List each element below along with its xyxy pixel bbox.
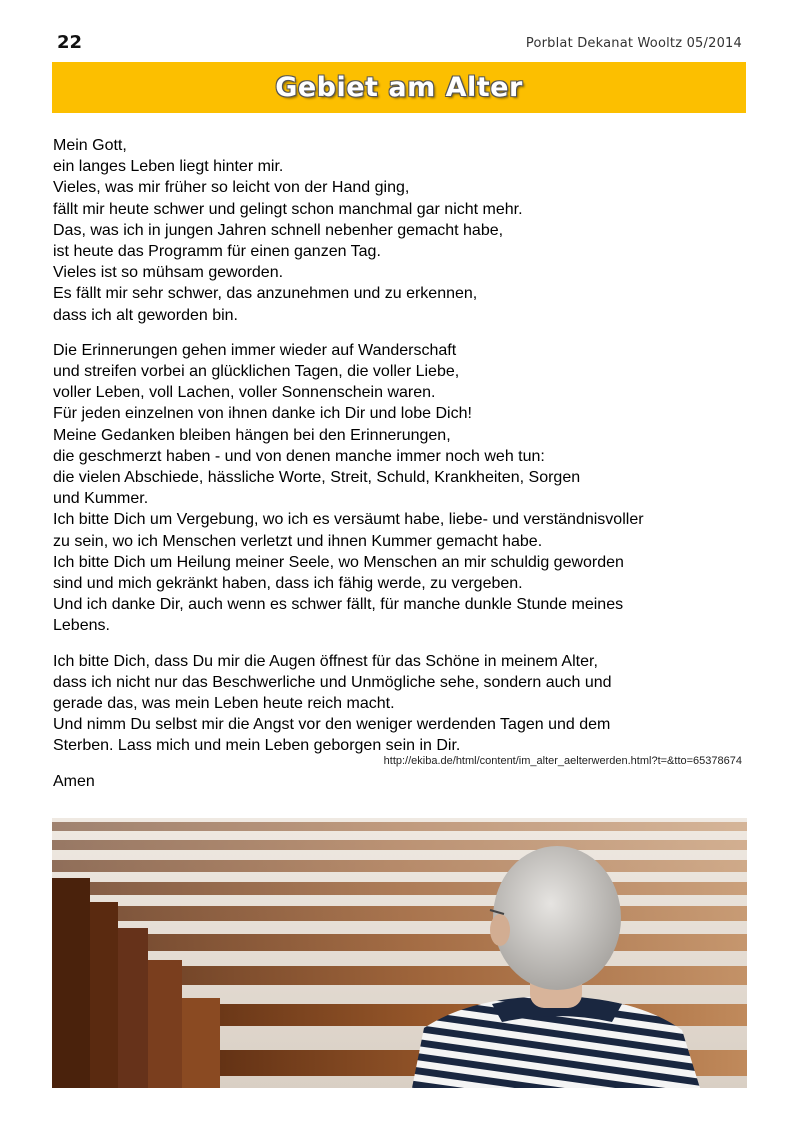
prayer-line: Vieles ist so mühsam geworden.	[53, 264, 284, 282]
amen-text: Amen	[53, 772, 95, 790]
prayer-text	[53, 135, 753, 792]
prayer-line: ein langes Leben liegt hinter mir.	[53, 158, 284, 176]
prayer-line: dass ich nicht nur das Beschwerliche und Unmögliche sehe, sondern auch und	[53, 673, 612, 691]
prayer-line: ist heute das Programm für einen ganzen Tag.	[53, 243, 381, 261]
prayer-line: und streifen vorbei an glücklichen Tagen, die voller Liebe,	[53, 363, 460, 381]
prayer-line: Meine Gedanken bleiben hängen bei den Erinnerungen,	[53, 426, 451, 444]
stanza	[53, 340, 753, 637]
prayer-line: Vieles, was mir früher so leicht von der Hand ging,	[53, 179, 410, 197]
source-url: http://ekiba.de/html/content/im_alter_aelterwerden.html?t=&tto=65378674	[383, 755, 742, 767]
prayer-line: Sterben. Lass mich und mein Leben geborgen sein in Dir.	[53, 737, 461, 755]
prayer-line: Es fällt mir sehr schwer, das anzunehmen und zu erkennen,	[53, 285, 478, 303]
prayer-line: Die Erinnerungen gehen immer wieder auf Wanderschaft	[53, 341, 457, 359]
prayer-line: Und nimm Du selbst mir die Angst vor den weniger werdenden Tagen und dem	[53, 716, 611, 734]
prayer-line: Und ich danke Dir, auch wenn es schwer fällt, für manche dunkle Stunde meines	[53, 596, 624, 614]
prayer-line: Für jeden einzelnen von ihnen danke ich Dir und lobe Dich!	[53, 405, 472, 423]
prayer-line: dass ich alt geworden bin.	[53, 306, 238, 324]
prayer-line: sind und mich gekränkt haben, dass ich fähig werde, zu vergeben.	[53, 575, 523, 593]
prayer-line: Ich bitte Dich, dass Du mir die Augen öffnest für das Schöne in meinem Alter,	[53, 652, 598, 670]
prayer-line: Lebens.	[53, 617, 110, 635]
prayer-line: die vielen Abschiede, hässliche Worte, Streit, Schuld, Krankheiten, Sorgen	[53, 469, 581, 487]
prayer-line: fällt mir heute schwer und gelingt schon manchmal gar nicht mehr.	[53, 200, 523, 218]
stanza	[53, 651, 753, 757]
prayer-line: zu sein, wo ich Menschen verletzt und ihnen Kummer gemacht habe.	[53, 532, 543, 550]
prayer-line: Das, was ich in jungen Jahren schnell nebenher gemacht habe,	[53, 221, 504, 239]
prayer-line: Mein Gott,	[53, 137, 127, 154]
page-number: 22	[57, 32, 83, 53]
prayer-line: gerade das, was mein Leben heute reich macht.	[53, 695, 395, 713]
church-pews-photo	[52, 818, 747, 1088]
photo-illustration	[52, 818, 747, 1088]
page-title: Gebiet am Alter	[275, 72, 523, 103]
amen-row	[53, 771, 753, 792]
publication-header: Porblat Dekanat Wooltz 05/2014	[525, 36, 742, 51]
prayer-line: und Kummer.	[53, 490, 149, 508]
title-banner	[52, 62, 746, 113]
prayer-stanzas	[53, 135, 753, 757]
prayer-line: Ich bitte Dich um Heilung meiner Seele, wo Menschen an mir schuldig geworden	[53, 553, 624, 571]
stanza	[53, 135, 753, 326]
prayer-line: die geschmerzt haben - und von denen manche immer noch weh tun:	[53, 447, 545, 465]
prayer-line: voller Leben, voll Lachen, voller Sonnenschein waren.	[53, 384, 436, 402]
prayer-line: Ich bitte Dich um Vergebung, wo ich es versäumt habe, liebe- und verständnisvoller	[53, 511, 644, 529]
